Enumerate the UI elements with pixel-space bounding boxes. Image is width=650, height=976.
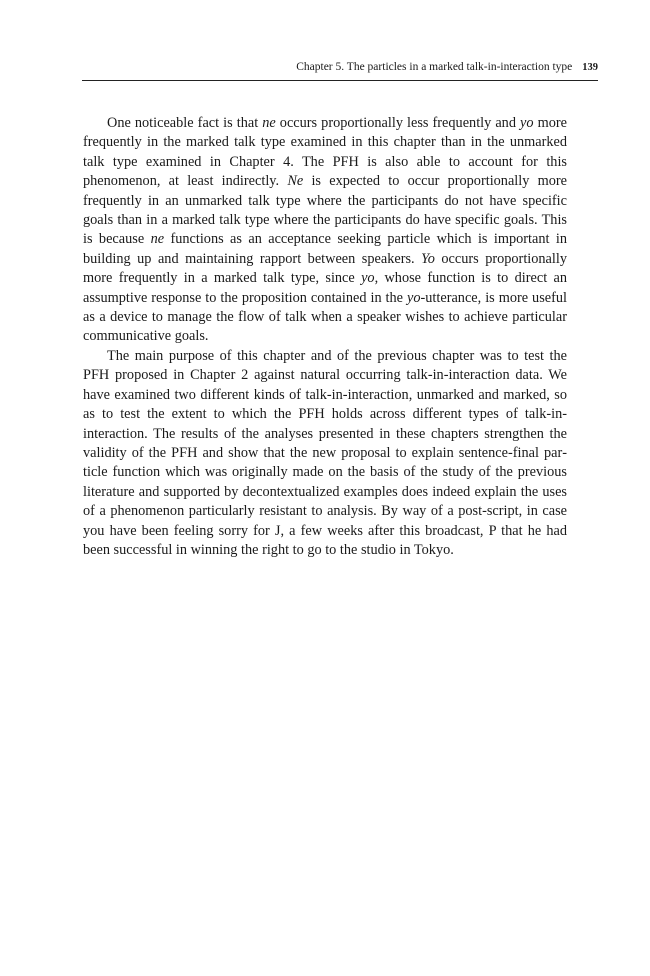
paragraph	[83, 114, 567, 347]
italic-term: Ne	[287, 173, 304, 190]
text-run: occurs proportionally more frequently in a marked talk type, since	[83, 250, 567, 287]
page-number: 139	[582, 62, 598, 73]
text-run: The main purpose of this chapter and of the previous chapter was to test the PFH proposed in Chapter 2 against natural occurring talk-in-interaction data. We have examined two different kinds of talk-in-interaction, unmarked and marked, so as to test the extent to which the PFH holds across different types of talk-in-interaction. The results of the analyses presented in these chapters strengthen the validity of the PFH and show that the new proposal to explain sentence-final particle function which was originally made on the basis of the study of the previous literature and supported by decontextualized examples does indeed explain the uses of a phenomenon particularly resistant to analysis. By way of a post-script, in case you have been feeling sorry for J, a few weeks after this broadcast, P that he had been successful in winning the right to go to the studio in Tokyo.	[83, 347, 567, 558]
italic-term: ne	[150, 231, 165, 248]
running-head	[82, 58, 598, 81]
text-run: One noticeable fact is that	[107, 115, 263, 131]
text-run: -utterance, is more useful as a device to manage the flow of talk when a speaker wishes to achieve particular communicative goals.	[83, 289, 567, 345]
italic-term: ne	[262, 115, 276, 131]
italic-term: yo	[361, 270, 375, 287]
text-run: functions as an acceptance seeking particle which is important in building up and maintaining rapport between speakers.	[83, 231, 567, 267]
italic-term: yo	[407, 289, 421, 306]
paragraph	[83, 347, 567, 560]
text-run: is expected to occur proportionally more frequently in an unmarked talk type where the participants do not have specific goals than in a marked talk type where the participants do have specific goals. This is because	[83, 173, 568, 248]
italic-term: yo	[520, 115, 534, 131]
chapter-title: Chapter 5. The particles in a marked talk-in-interaction type	[296, 61, 573, 73]
text-run: , whose function is to direct an assumptive response to the proposition contained in the	[83, 270, 567, 306]
text-run: occurs proportionally less frequently and	[275, 115, 521, 131]
body-text	[83, 114, 567, 560]
text-run: more frequently in the marked talk type examined in this chapter than in the unmarked talk type examined in Chapter 4. The PFH is also able to account for this phenomenon, at least indirectly.	[83, 115, 567, 190]
italic-term: Yo	[421, 250, 435, 267]
